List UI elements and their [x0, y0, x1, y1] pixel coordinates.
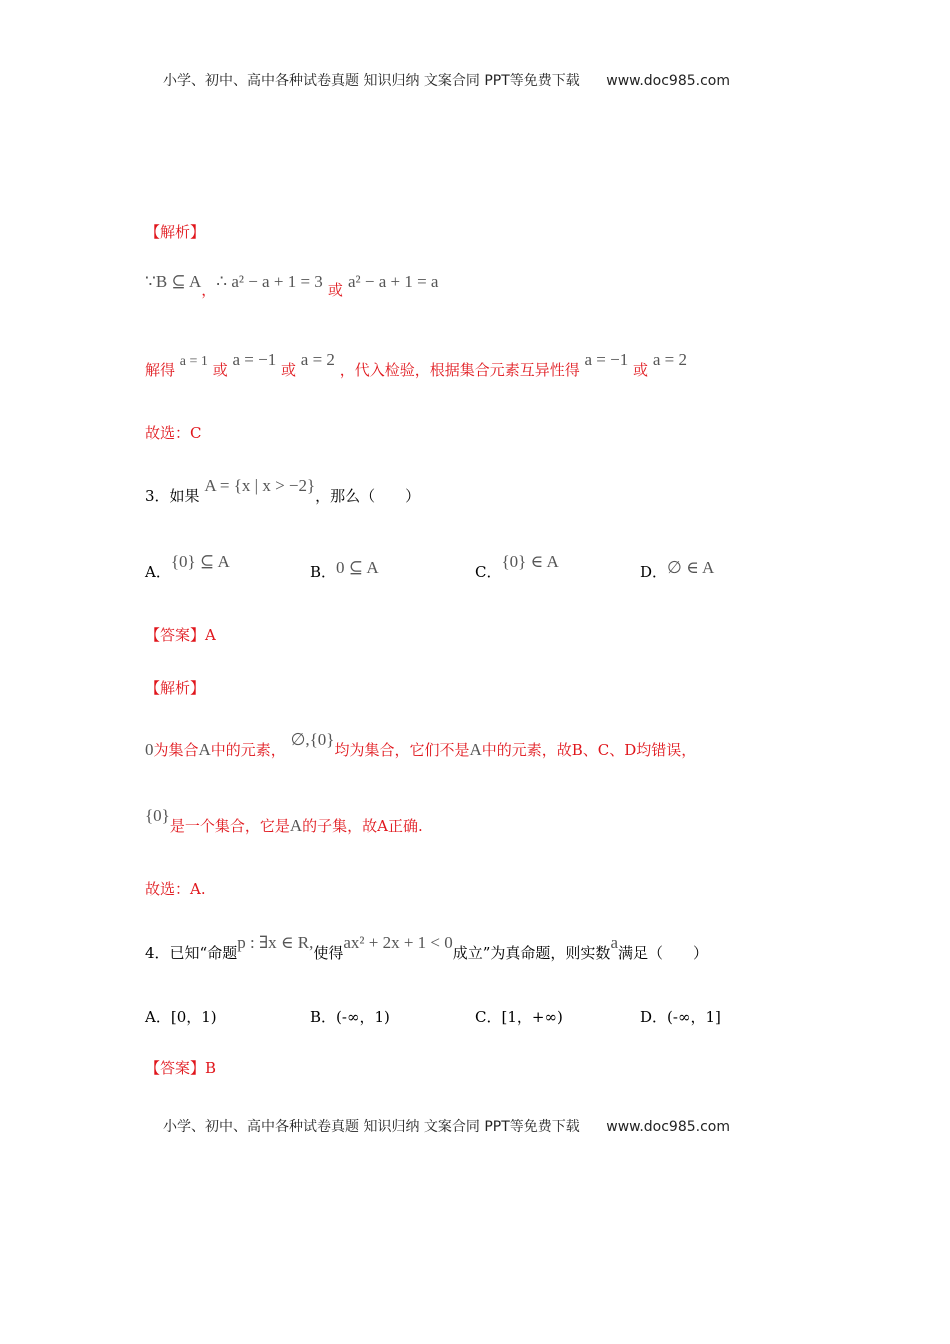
- q4-answer: [145, 1058, 216, 1078]
- option-b: B．(-∞，1): [310, 1008, 390, 1026]
- question-number: 3．如果: [145, 487, 200, 505]
- or-word: 或: [212, 361, 228, 379]
- answer-value: B: [205, 1059, 217, 1077]
- question-4: 4．已知“命题p : ∃x ∈ R,使得ax² + 2x + 1 < 0成立”为真命题，则实数a满足（ ）: [145, 933, 708, 962]
- footer-url: www.doc985.com: [606, 1119, 730, 1135]
- option-c: C．[1，+∞): [475, 1008, 563, 1026]
- header-text: 小学、初中、高中各种试卷真题 知识归纳 文案合同 PPT等免费下载: [163, 73, 580, 89]
- q3-explanation-2: {0}是一个集合，它是A的子集，故A正确.: [145, 806, 423, 835]
- because-clause: ∵B ⊆ A: [145, 272, 202, 291]
- equation-2: a² − a + 1 = a: [347, 272, 439, 291]
- header-url: www.doc985.com: [606, 73, 730, 89]
- q2-solution-line: [145, 350, 687, 382]
- q2-derivation-line: [145, 272, 439, 299]
- or-word: 或: [633, 361, 649, 379]
- set-definition: A = {x | x > −2}: [204, 476, 316, 495]
- q2-conclusion: 故选：C: [145, 424, 202, 442]
- question-suffix: ，那么（ ）: [315, 487, 421, 505]
- page-header: [163, 70, 730, 90]
- answer-label: 【答案】: [145, 1059, 206, 1077]
- value-a-2: a = 2: [300, 350, 335, 369]
- q3-answer: [145, 625, 216, 645]
- page-footer: [163, 1116, 730, 1136]
- option-a: A．[0，1): [145, 1008, 217, 1026]
- option-a: A．{0} ⊆ A: [145, 552, 230, 581]
- therefore-clause: ∴ a² − a + 1 = 3: [216, 272, 323, 291]
- value-a-2-final: a = 2: [652, 350, 687, 369]
- footer-text: 小学、初中、高中各种试卷真题 知识归纳 文案合同 PPT等免费下载: [163, 1119, 580, 1135]
- value-a-neg1-final: a = −1: [584, 350, 629, 369]
- value-a-1: a = 1: [179, 354, 208, 369]
- option-c: C．{0} ∈ A: [475, 552, 559, 581]
- solution-middle: ，代入检验，根据集合元素互异性得: [339, 361, 580, 379]
- answer-value: A: [205, 626, 216, 644]
- analysis-label-q3: 【解析】: [145, 679, 206, 697]
- or-word: 或: [281, 361, 297, 379]
- value-a-neg1: a = −1: [232, 350, 277, 369]
- q3-conclusion: 故选：A.: [145, 880, 206, 898]
- answer-label: 【答案】: [145, 626, 206, 644]
- solution-prefix: 解得: [145, 361, 176, 379]
- or-word: 或: [327, 281, 343, 299]
- analysis-label-q2: 【解析】: [145, 223, 206, 241]
- option-b: B．0 ⊆ A: [310, 558, 379, 581]
- option-d: D．∅ ∈ A: [640, 558, 715, 581]
- option-d: D．(-∞，1]: [640, 1008, 721, 1026]
- question-3: [145, 476, 421, 506]
- comma: ，: [201, 281, 217, 299]
- q3-explanation-1: 0为集合A中的元素， ∅,{0}均为集合，它们不是A中的元素，故B、C、D均错误，: [145, 730, 697, 759]
